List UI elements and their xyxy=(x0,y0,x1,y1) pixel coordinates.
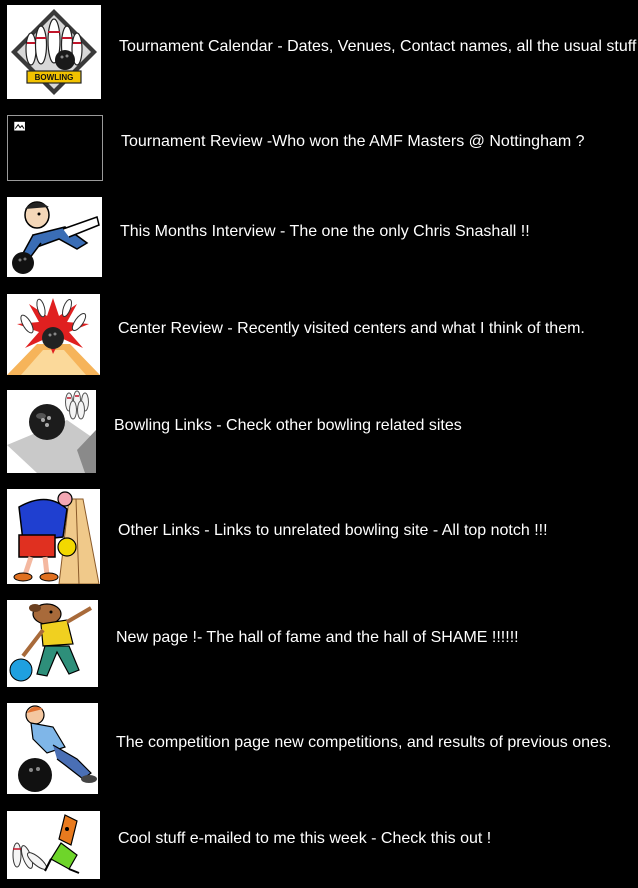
menu-link-hall-of-fame[interactable]: New page !- The hall of fame and the hall of SHAME !!!!!! xyxy=(116,629,519,646)
menu-link-other-links[interactable]: Other Links - Links to unrelated bowling site - All top notch !!! xyxy=(118,522,548,539)
ball-and-pins-icon[interactable] xyxy=(7,390,96,473)
menu-link-monthly-interview[interactable]: This Months Interview - The one the only Chris Snashall !! xyxy=(120,223,530,240)
bowling-pins-logo-icon[interactable] xyxy=(7,5,101,99)
falling-bowler-icon[interactable] xyxy=(7,703,98,794)
menu-link-competition[interactable]: The competition page new competitions, and results of previous ones. xyxy=(116,734,612,751)
bowling-badge-text: BOWLING xyxy=(34,73,74,82)
menu-link-center-review[interactable]: Center Review - Recently visited centers and what I think of them. xyxy=(118,320,585,337)
broken-image-icon[interactable] xyxy=(7,115,103,181)
menu-link-cool-stuff[interactable]: Cool stuff e-mailed to me this week - Check this out ! xyxy=(118,830,492,847)
dog-bowler-icon[interactable] xyxy=(7,600,98,687)
strike-explosion-icon[interactable] xyxy=(7,294,100,375)
cartoon-bowler-icon[interactable] xyxy=(7,197,102,277)
bending-bowler-icon[interactable] xyxy=(7,489,100,584)
menu-link-tournament-review[interactable]: Tournament Review -Who won the AMF Masters @ Nottingham ? xyxy=(121,133,585,150)
menu-link-bowling-links[interactable]: Bowling Links - Check other bowling related sites xyxy=(114,417,462,434)
menu-link-tournament-calendar[interactable]: Tournament Calendar - Dates, Venues, Contact names, all the usual stuff xyxy=(119,38,637,55)
pin-knockdown-icon[interactable] xyxy=(7,811,100,879)
